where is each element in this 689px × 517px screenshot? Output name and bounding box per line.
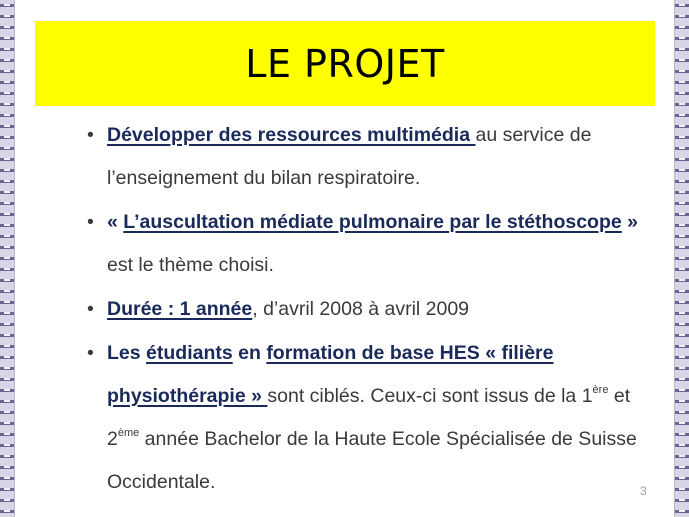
left-binder-border [0, 0, 15, 517]
bullet-text-segment: au service de l’enseignement du bilan respiratoire. [107, 124, 592, 189]
title-banner [35, 21, 655, 106]
bullet-item [87, 114, 647, 200]
bullet-text-segment: , d’avril 2008 à avril 2009 [252, 298, 470, 320]
bullet-text-segment: Développer des ressources multimédia [107, 124, 476, 146]
bullet-item [87, 332, 647, 504]
right-binder-border [674, 0, 689, 517]
slide [15, 0, 674, 517]
bullet-text-segment: en [232, 342, 267, 364]
bullet-text-segment: année Bachelor de la Haute Ecole Spécialisée de Suisse Occidentale. [107, 428, 637, 493]
bullet-text-segment: étudiants [146, 342, 233, 364]
bullet-dot-icon: • [87, 124, 94, 146]
bullet-text-segment: est le thème choisi. [107, 254, 274, 276]
bullet-text-segment: L’auscultation médiate pulmonaire par le stéthoscope [123, 211, 622, 233]
page-number: 3 [640, 484, 647, 498]
bullet-text-segment: « [107, 211, 124, 233]
bullet-text-segment: » [621, 211, 638, 233]
bullet-dot-icon: • [87, 298, 94, 320]
slide-title: LE PROJET [245, 41, 445, 86]
bullet-text-segment: Durée : 1 année [107, 298, 253, 320]
superscript-text: ère [592, 384, 609, 396]
bullet-text-segment: Les [107, 342, 147, 364]
bullet-text-segment: et 2 [107, 385, 631, 450]
bullet-item [87, 288, 647, 331]
bullet-text-segment: sont ciblés. Ceux-ci sont issus de la 1 [267, 385, 593, 407]
bullet-dot-icon: • [87, 211, 94, 233]
bullet-dot-icon: • [87, 342, 94, 364]
superscript-text: ème [117, 427, 140, 439]
bullet-item [87, 201, 647, 287]
bullet-list [87, 114, 647, 505]
bullet-text-segment: formation de base HES « filière physiothérapie » [107, 342, 554, 407]
